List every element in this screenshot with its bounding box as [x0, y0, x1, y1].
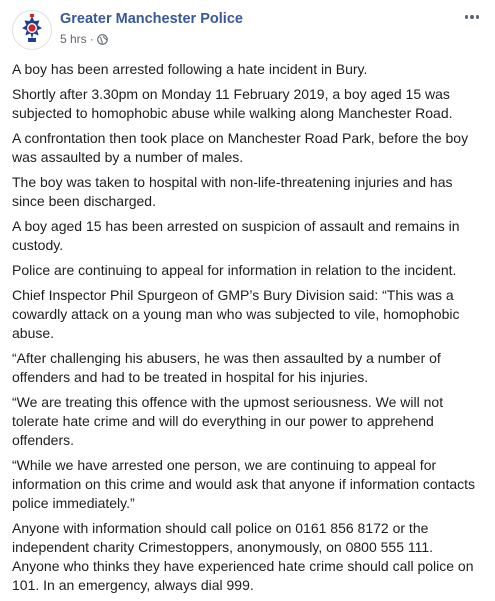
- post-meta: [60, 32, 108, 46]
- post-paragraph: A boy has been arrested following a hate incident in Bury.: [12, 61, 368, 77]
- post-paragraph: “We are treating this offence with the upmost seriousness. We will not tolerate hate crime and will do everything in our power to apprehend offenders.: [12, 394, 444, 448]
- post-paragraph: “After challenging his abusers, he was then assaulted by a number of offenders and had to be treated in hospital for his injuries.: [12, 350, 441, 385]
- police-badge-logo: [13, 11, 51, 49]
- post-paragraph: Shortly after 3.30pm on Monday 11 February 2019, a boy aged 15 was subjected to homophobic abuse while walking along Manchester Road.: [12, 86, 453, 121]
- meta-separator: ·: [89, 32, 94, 46]
- post-paragraph: A confrontation then took place on Manchester Road Park, before the boy was assaulted by a number of males.: [12, 130, 469, 165]
- post-paragraph: Chief Inspector Phil Spurgeon of GMP’s Bury Division said: “This was a cowardly attack on a young man who was subjected to vile, homophobic abuse.: [12, 287, 460, 341]
- post-header: [12, 10, 483, 52]
- post-paragraph: A boy aged 15 has been arrested on suspicion of assault and remains in custody.: [12, 218, 460, 253]
- post-paragraph: The boy was taken to hospital with non-life-threatening injuries and has since been discharged.: [12, 174, 453, 209]
- page-name-link[interactable]: Greater Manchester Police: [60, 11, 243, 27]
- post-timestamp[interactable]: 5 hrs: [60, 32, 87, 46]
- post-body: [12, 60, 483, 601]
- post-paragraph: “While we have arrested one person, we are continuing to appeal for information on this crime and would ask that anyone if information contacts police immediately.”: [12, 457, 476, 511]
- globe-icon[interactable]: [97, 34, 108, 45]
- more-options-icon[interactable]: [461, 10, 483, 24]
- post-paragraph: Police are continuing to appeal for information in relation to the incident.: [12, 262, 457, 278]
- post-paragraph: Anyone with information should call police on 0161 856 8172 or the independent charity Crimestoppers, anonymously, on 0800 555 111. Anyone who thinks they have experienced hate crime should call police on 101. In an emergency, always dial 999.: [12, 520, 474, 593]
- page-avatar[interactable]: [12, 10, 52, 50]
